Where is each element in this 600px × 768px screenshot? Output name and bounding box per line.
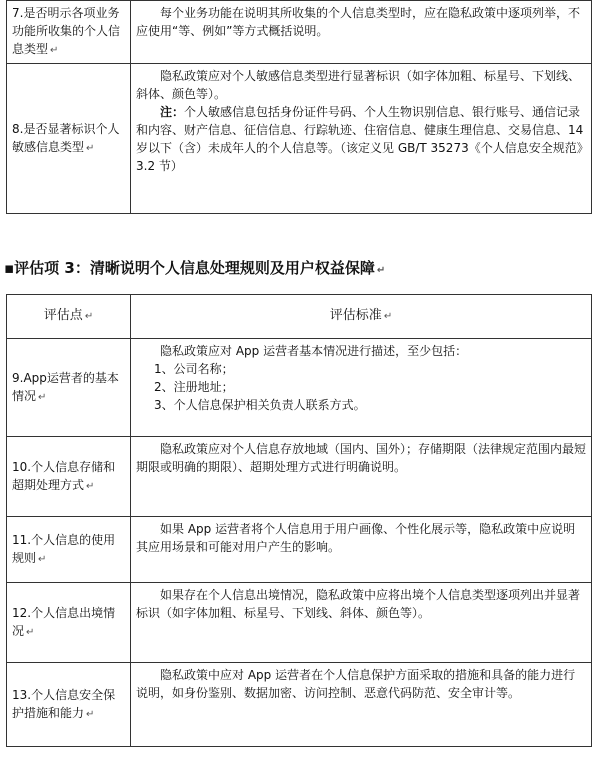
label-text: 13.个人信息安全保护措施和能力 <box>12 687 116 720</box>
table-row <box>7 64 592 214</box>
criteria-text: 隐私政策应对 App 运营者基本情况进行描述，至少包括： <box>160 344 468 358</box>
note-text <box>136 103 586 175</box>
note-body: 个人敏感信息包括身份证件号码、个人生物识别信息、银行账号、通信记录和内容、财产信息、征信信息、行踪轨迹、住宿信息、健康生理信息、交易信息、14岁以下（含）未成年人的个人信息等。（该定义见 GB/T 35273《个人信息安全规范》3.2 节） <box>136 105 584 173</box>
table-row <box>7 1 592 64</box>
criteria-text: 如果 App 运营者将个人信息用于用户画像、个性化展示等，隐私政策中应说明其应用场景和可能对用户产生的影响。 <box>136 522 576 554</box>
table-header-row <box>7 295 592 339</box>
section-heading-text: ▪评估项 3：清晰说明个人信息处理规则及用户权益保障 <box>4 259 375 277</box>
label-text: 10.个人信息存储和超期处理方式 <box>12 459 116 492</box>
criteria-text: 隐私政策应对个人敏感信息类型进行显著标识（如字体加粗、标星号、下划线、斜体、颜色等）。 <box>136 69 581 101</box>
note-label: 注： <box>160 105 185 119</box>
row-label: 12.个人信息出境情况 ↵ <box>7 583 131 663</box>
criteria-text: 隐私政策中应对 App 运营者在个人信息保护方面采取的措施和具备的能力进行说明，如身份鉴别、数据加密、访问控制、恶意代码防范、安全审计等。 <box>136 668 576 700</box>
row-label: 9.App运营者的基本情况 ↵ <box>7 339 131 437</box>
row-criteria <box>131 663 592 747</box>
criteria-text: 如果存在个人信息出境情况，隐私政策中应将出境个人信息类型逐项列出并显著标识（如字体加粗、标星号、下划线、斜体、颜色等）。 <box>136 588 581 620</box>
table-row <box>7 517 592 583</box>
table-row <box>7 583 592 663</box>
row-criteria <box>131 437 592 517</box>
criteria-text: 隐私政策应对个人信息存放地域（国内、国外）；存储期限（法律规定范围内最短期限或明确的期限）、超期处理方式进行明确说明。 <box>136 442 587 474</box>
label-text: 11.个人信息的使用规则 <box>12 532 116 565</box>
row-label: 8.是否显著标识个人敏感信息类型 ↵ <box>7 64 131 214</box>
label-text: 8.是否显著标识个人敏感信息类型 <box>12 121 120 154</box>
table-row <box>7 339 592 437</box>
list-item: 3、个人信息保护相关负责人联系方式。 <box>154 398 366 412</box>
row-label: 11.个人信息的使用规则 ↵ <box>7 517 131 583</box>
list-item: 2、注册地址； <box>154 380 234 394</box>
row-label: 7.是否明示各项业务功能所收集的个人信息类型 ↵ <box>7 1 131 64</box>
list-item: 1、公司名称； <box>154 362 234 376</box>
bottom-criteria-table <box>6 294 592 747</box>
table-row <box>7 663 592 747</box>
row-criteria <box>131 1 592 64</box>
header-text: 评估点 <box>43 308 83 323</box>
row-criteria <box>131 339 592 437</box>
label-text: 9.App运营者的基本情况 <box>12 370 119 403</box>
label-text: 7.是否明示各项业务功能所收集的个人信息类型 <box>12 6 121 56</box>
criteria-text: 每个业务功能在说明其所收集的个人信息类型时，应在隐私政策中逐项列举，不应使用“等、例如”等方式概括说明。 <box>136 6 581 38</box>
row-label: 10.个人信息存储和超期处理方式 ↵ <box>7 437 131 517</box>
row-criteria <box>131 517 592 583</box>
table-row <box>7 437 592 517</box>
header-cell: 评估标准 ↵ <box>131 295 592 339</box>
row-criteria <box>131 64 592 214</box>
label-text: 12.个人信息出境情况 <box>12 605 116 638</box>
header-text: 评估标准 <box>329 308 382 323</box>
header-cell: 评估点 ↵ <box>7 295 131 339</box>
row-label: 13.个人信息安全保护措施和能力 ↵ <box>7 663 131 747</box>
top-criteria-table <box>6 0 592 214</box>
row-criteria <box>131 583 592 663</box>
section-heading: ▪评估项 3：清晰说明个人信息处理规则及用户权益保障 ↵ <box>4 259 386 277</box>
